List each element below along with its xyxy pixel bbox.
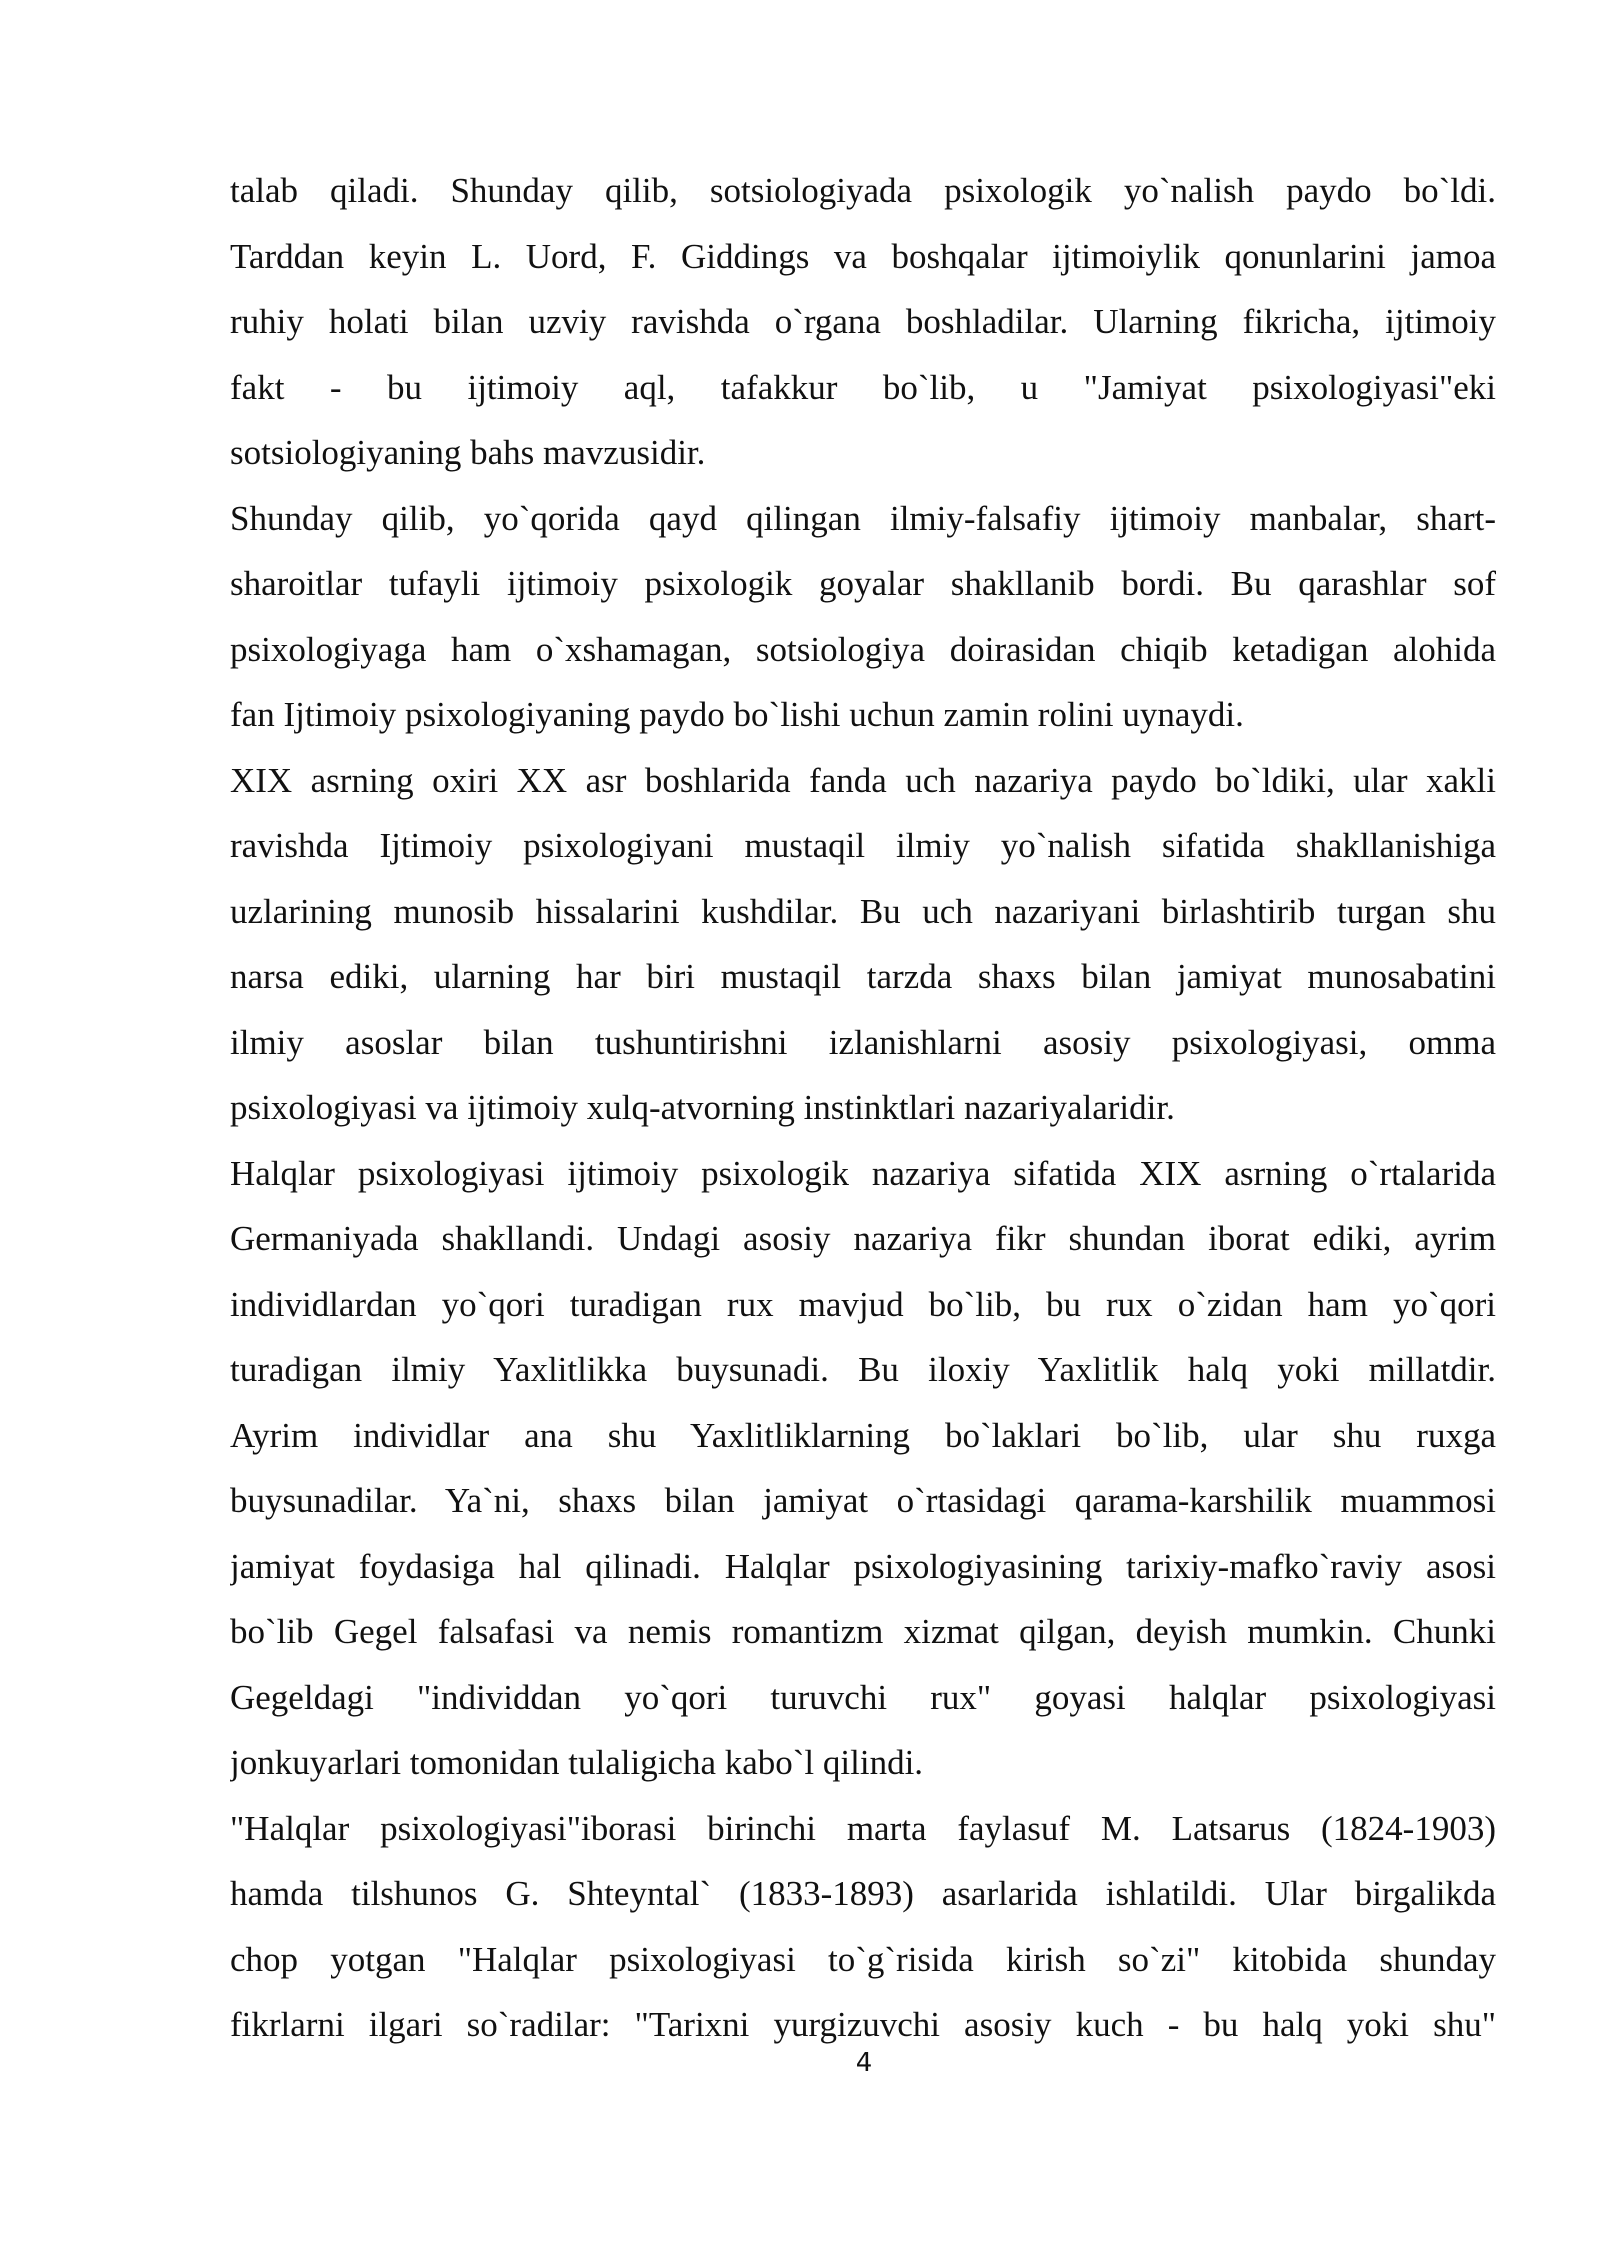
page-number: 4 [855,2048,873,2078]
text-line: narsa ediki, ularning har biri mustaqil tarzda shaxs bilan jamiyat munosabatini [230,957,1496,996]
body-text [230,158,1496,2058]
text-line: ilmiy asoslar bilan tushuntirishni izlanishlarni asosiy psixologiyasi, omma [230,1022,1496,1062]
text-line: Gegeldagi "individdan yo`qori turuvchi rux" goyasi halqlar psixologiyasi [230,1677,1496,1717]
text-line: Ayrim individlar ana shu Yaxlitliklarning bo`laklari bo`lib, ular shu ruxga [230,1415,1496,1455]
text-line: sotsiologiyaning bahs mavzusidir. [230,433,706,472]
text-line: ruhiy holati bilan uzviy ravishda o`rgana boshladilar. Ularning fikricha, ijtimoiy [230,302,1496,341]
text-line: psixologiyasi va ijtimoiy xulq-atvorning instinktlari nazariyalaridir. [230,1088,1175,1127]
text-line: Tarddan keyin L. Uord, F. Giddings va boshqalar ijtimoiylik qonunlarini jamoa [230,236,1496,276]
text-line: ravishda Ijtimoiy psixologiyani mustaqil ilmiy yo`nalish sifatida shakllanishiga [230,826,1496,865]
text-line: Germaniyada shakllandi. Undagi asosiy nazariya fikr shundan iborat ediki, ayrim [230,1219,1496,1258]
text-line: jonkuyarlari tomonidan tulaligicha kabo`l qilindi. [230,1743,924,1782]
text-line: chop yotgan "Halqlar psixologiyasi to`g`risida kirish so`zi" kitobida shunday [230,1939,1496,1979]
text-line: Shunday qilib, yo`qorida qayd qilingan ilmiy-falsafiy ijtimoiy manbalar, shart- [230,498,1496,538]
text-line: turadigan ilmiy Yaxlitlikka buysunadi. Bu iloxiy Yaxlitlik halq yoki millatdir. [230,1350,1496,1389]
text-line: individlardan yo`qori turadigan rux mavjud bo`lib, bu rux o`zidan ham yo`qori [230,1284,1496,1324]
text-line: sharoitlar tufayli ijtimoiy psixologik goyalar shakllanib bordi. Bu qarashlar sof [230,564,1496,603]
text-line: hamda tilshunos G. Shteyntal` (1833-1893) asarlarida ishlatildi. Ular birgalikda [230,1874,1496,1913]
text-line: bo`lib Gegel falsafasi va nemis romantizm xizmat qilgan, deyish mumkin. Chunki [230,1612,1496,1651]
text-line: talab qiladi. Shunday qilib, sotsiologiyada psixologik yo`nalish paydo bo`ldi. [230,171,1496,210]
text-line: buysunadilar. Ya`ni, shaxs bilan jamiyat o`rtasidagi qarama-karshilik muammosi [230,1481,1496,1520]
text-line: XIX asrning oxiri XX asr boshlarida fanda uch nazariya paydo bo`ldiki, ular xakli [230,760,1496,800]
text-line: jamiyat foydasiga hal qilinadi. Halqlar psixologiyasining tarixiy-mafko`raviy asosi [230,1546,1496,1586]
text-line: fikrlarni ilgari so`radilar: "Tarixni yurgizuvchi asosiy kuch - bu halq yoki shu" [230,2005,1496,2044]
text-line: uzlarining munosib hissalarini kushdilar. Bu uch nazariyani birlashtirib turgan shu [230,891,1496,931]
text-line: "Halqlar psixologiyasi"iborasi birinchi marta faylasuf M. Latsarus (1824-1903) [230,1808,1496,1848]
text-line: fan Ijtimoiy psixologiyaning paydo bo`lishi uchun zamin rolini uynaydi. [230,695,1244,734]
text-line: Halqlar psixologiyasi ijtimoiy psixologik nazariya sifatida XIX asrning o`rtalarida [230,1153,1496,1193]
text-line: fakt - bu ijtimoiy aql, tafakkur bo`lib, u "Jamiyat psixologiyasi"eki [230,367,1496,407]
text-line: psixologiyaga ham o`xshamagan, sotsiologiya doirasidan chiqib ketadigan alohida [230,629,1496,669]
